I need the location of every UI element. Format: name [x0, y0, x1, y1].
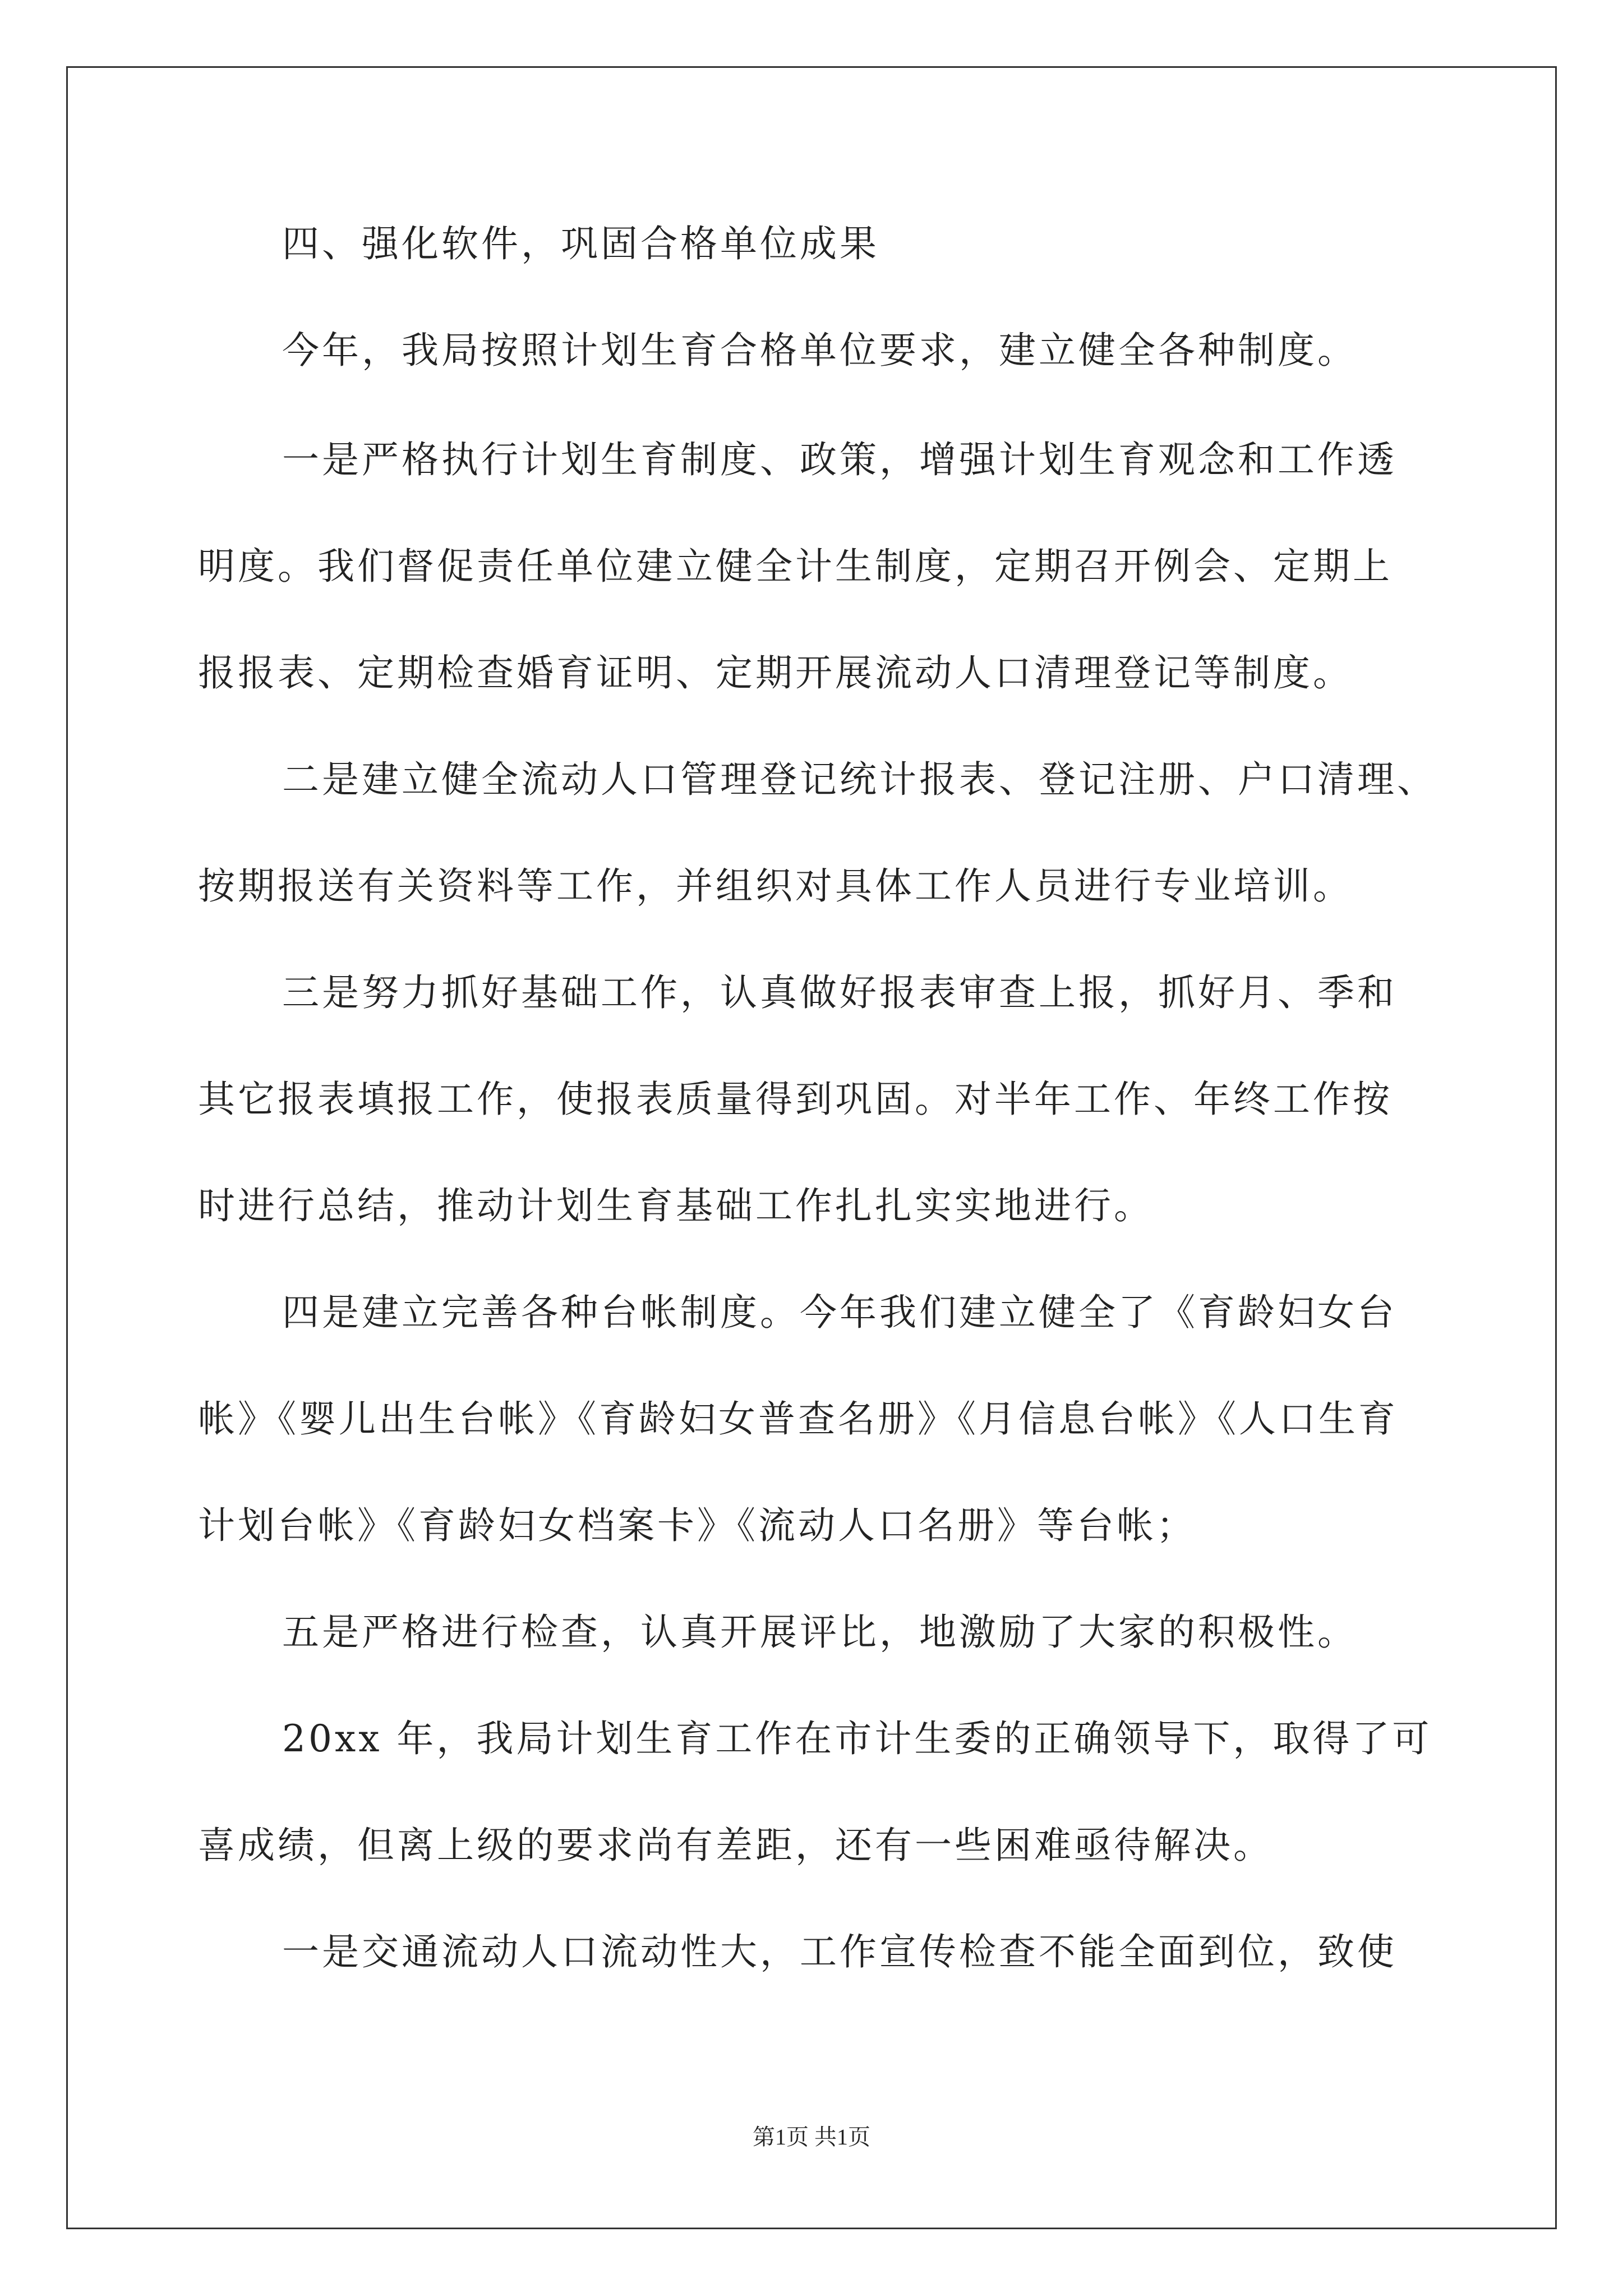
paragraph-line: 一是交通流动人口流动性大，工作宣传检查不能全面到位，致使	[282, 1930, 1397, 1973]
paragraph-line: 报报表、定期检查婚育证明、定期开展流动人口清理登记等制度。	[198, 651, 1353, 694]
page-number-footer: 第1页 共1页	[753, 2124, 870, 2150]
paragraph-line: 明度。我们督促责任单位建立健全计生制度，定期召开例会、定期上	[198, 545, 1393, 588]
paragraph-line: 帐》《婴儿出生台帐》《育龄妇女普查名册》《月信息台帐》《人口生育	[198, 1397, 1398, 1441]
paragraph-line: 五是严格进行检查，认真开展评比，地激励了大家的积极性。	[282, 1611, 1357, 1654]
section-heading: 四、强化软件，巩固合格单位成果	[282, 222, 879, 265]
paragraph-line: 三是努力抓好基础工作，认真做好报表审查上报，抓好月、季和	[282, 971, 1397, 1014]
paragraph-line: 四是建立完善各种台帐制度。今年我们建立健全了《育龄妇女台	[282, 1291, 1397, 1334]
paragraph-line: 按期报送有关资料等工作，并组织对具体工作人员进行专业培训。	[198, 864, 1353, 908]
paragraph-line: 20xx 年，我局计划生育工作在市计生委的正确领导下，取得了可	[282, 1717, 1432, 1760]
paragraph-line: 今年，我局按照计划生育合格单位要求，建立健全各种制度。	[282, 329, 1357, 372]
paragraph-line: 计划台帐》《育龄妇女档案卡》《流动人口名册》等台帐；	[198, 1504, 1196, 1547]
paragraph-line: 时进行总结，推动计划生育基础工作扎扎实实地进行。	[198, 1184, 1154, 1227]
paragraph-line: 喜成绩，但离上级的要求尚有差距，还有一些困难亟待解决。	[198, 1824, 1273, 1867]
paragraph-line: 一是严格执行计划生育制度、政策，增强计划生育观念和工作透	[282, 438, 1397, 481]
paragraph-line: 其它报表填报工作，使报表质量得到巩固。对半年工作、年终工作按	[198, 1078, 1393, 1121]
paragraph-line: 二是建立健全流动人口管理登记统计报表、登记注册、户口清理、	[282, 758, 1437, 801]
page-border	[66, 66, 1557, 2229]
